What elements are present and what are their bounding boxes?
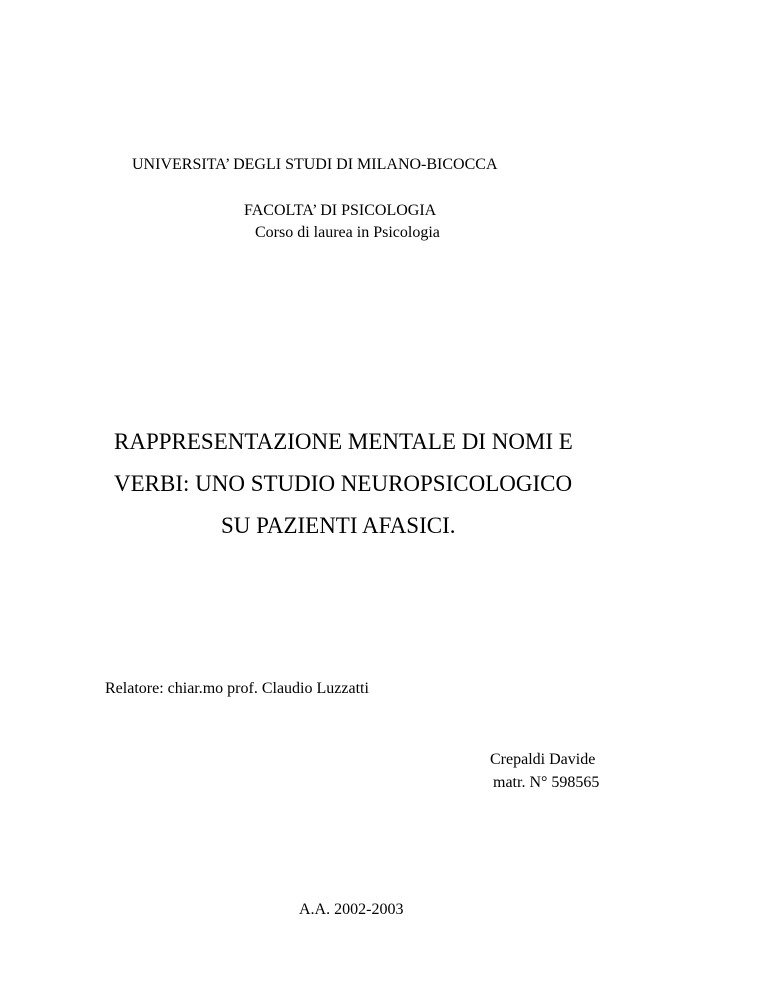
academic-year: A.A. 2002-2003 <box>299 901 404 918</box>
supervisor-line: Relatore: chiar.mo prof. Claudio Luzzatti <box>105 680 369 697</box>
thesis-title-line-1: RAPPRESENTAZIONE MENTALE DI NOMI E <box>114 429 573 454</box>
thesis-title-line-3: SU PAZIENTI AFASICI. <box>221 513 456 538</box>
faculty-name: FACOLTA’ DI PSICOLOGIA <box>244 202 437 219</box>
university-name: UNIVERSITA’ DEGLI STUDI DI MILANO-BICOCCA <box>132 156 498 173</box>
author-name: Crepaldi Davide <box>490 751 596 768</box>
thesis-title-line-2: VERBI: UNO STUDIO NEUROPSICOLOGICO <box>114 471 573 496</box>
author-matriculation: matr. N° 598565 <box>493 774 600 791</box>
course-name: Corso di laurea in Psicologia <box>255 224 440 241</box>
